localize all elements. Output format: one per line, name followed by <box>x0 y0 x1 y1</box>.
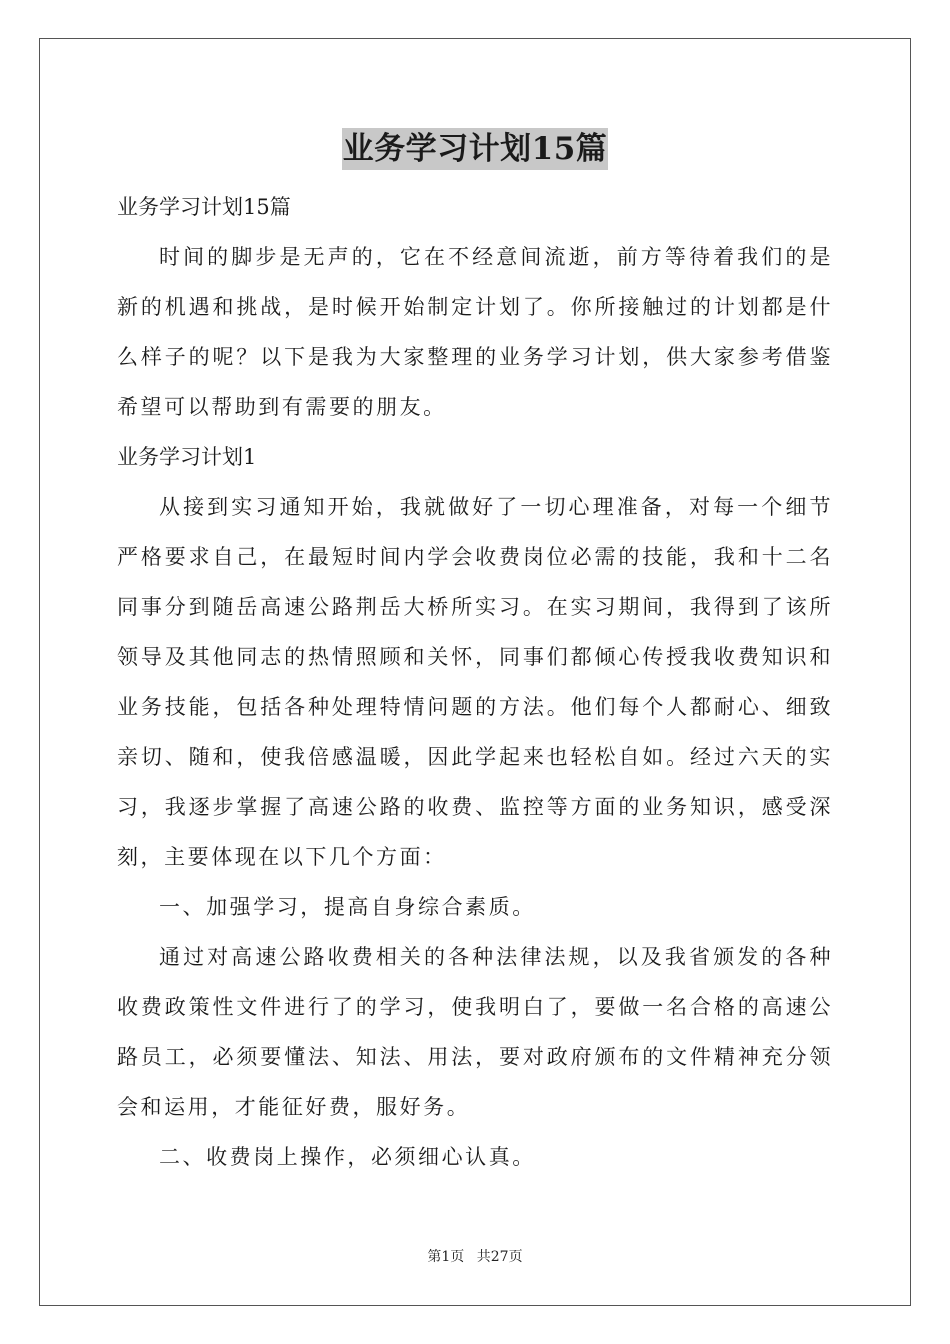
document-subtitle: 业务学习计划15篇 <box>117 195 291 219</box>
point-body-1: 通过对高速公路收费相关的各种法律法规，以及我省颁发的各种收费政策性文件进行了的学习，使我明白了，要做一名合格的高速公路员工，必须要懂法、知法、用法，要对政府颁布的文件精神充分领会和运用，才能征好费，服好务。 <box>117 945 833 1119</box>
point-heading-2: 二、收费岗上操作，必须细心认真。 <box>159 1145 536 1169</box>
page-number: 第1页 <box>427 1249 465 1265</box>
document-title: 业务学习计划15篇 <box>342 128 609 170</box>
intro-paragraph: 时间的脚步是无声的，它在不经意间流逝，前方等待着我们的是新的机遇和挑战，是时候开始制定计划了。你所接触过的计划都是什么样子的呢？以下是我为大家整理的业务学习计划，供大家参考借鉴希望可以帮助到有需要的朋友。 <box>117 245 833 419</box>
title-wrapper <box>117 128 833 170</box>
page-total: 共27页 <box>476 1249 523 1265</box>
section-paragraph: 从接到实习通知开始，我就做好了一切心理准备，对每一个细节严格要求自己，在最短时间内学会收费岗位必需的技能，我和十二名同事分到随岳高速公路荆岳大桥所实习。在实习期间，我得到了该所领导及其他同志的热情照顾和关怀，同事们都倾心传授我收费知识和业务技能，包括各种处理特情问题的方法。他们每个人都耐心、细致亲切、随和，使我倍感温暖，因此学起来也轻松自如。经过六天的实习，我逐步掌握了高速公路的收费、监控等方面的业务知识，感受深刻，主要体现在以下几个方面： <box>117 495 833 869</box>
point-heading-1: 一、加强学习，提高自身综合素质。 <box>159 895 536 919</box>
page-footer <box>0 1246 950 1266</box>
document-body <box>117 128 833 1182</box>
section-heading: 业务学习计划1 <box>117 445 257 469</box>
